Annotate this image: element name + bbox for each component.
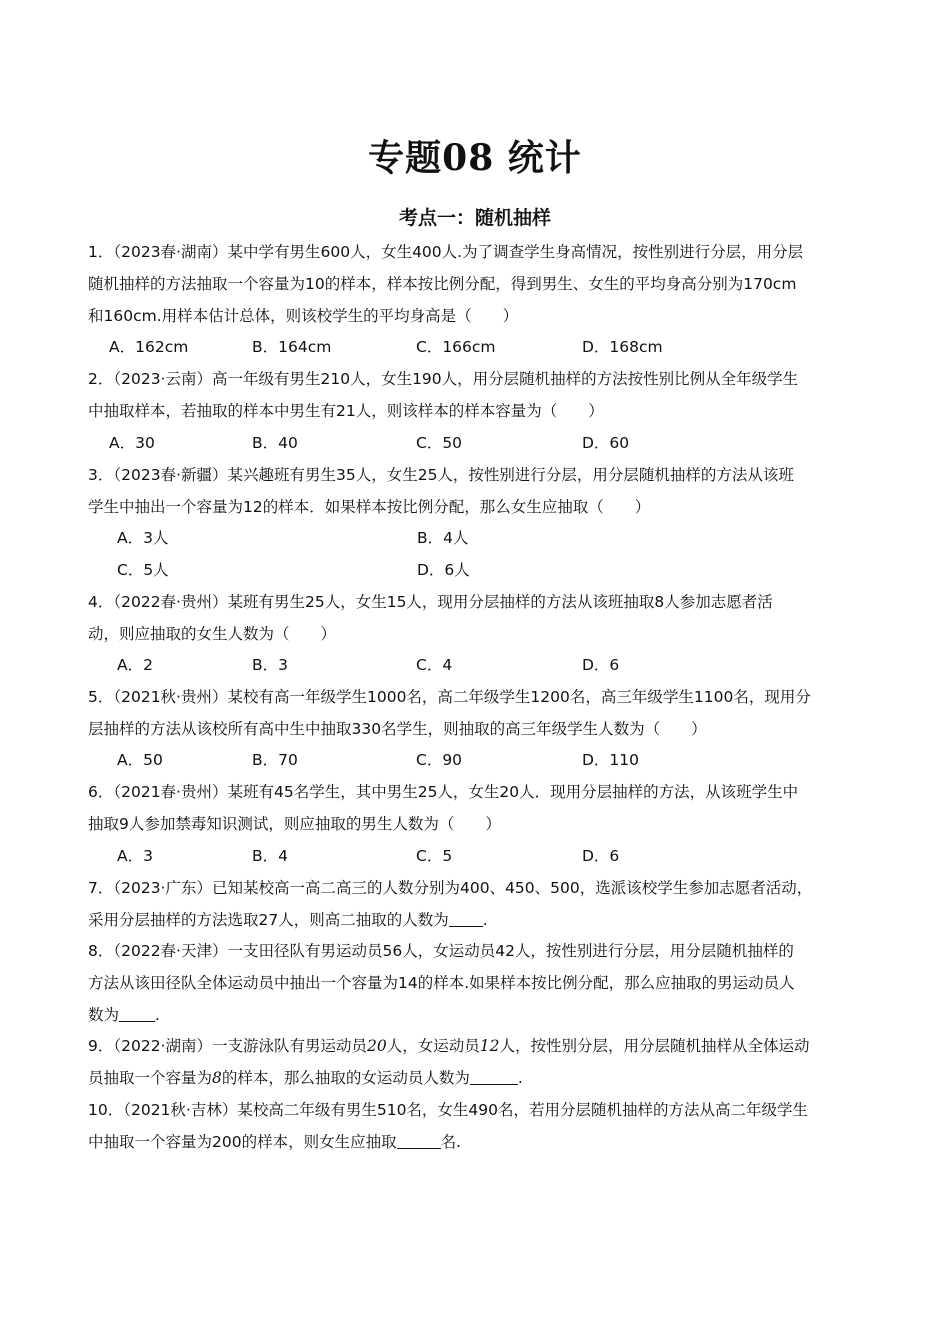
question-text: 人，女运动员: [386, 1037, 480, 1055]
question-text: 2．（2023·云南）高一年级有男生210人，女生190人，用分层随机抽样的方法按性别比例从全年级学生: [88, 370, 799, 388]
question-text: 名.: [440, 1133, 462, 1151]
option-c: C．166cm: [416, 338, 496, 356]
question-9: [88, 1030, 868, 1094]
question-text: 方法从该田径队全体运动员中抽出一个容量为14的样本.如果样本按比例分配，那么应抽取的男运动员人: [88, 974, 795, 992]
question-text: 和160cm.用样本估计总体，则该校学生的平均身高是（ ）: [88, 307, 519, 325]
question-3: [88, 459, 868, 523]
question-text: 中抽取一个容量为200的样本，则女生应抽取: [88, 1133, 397, 1151]
option-d: D．60: [582, 434, 630, 452]
question-text: 8．（2022春·天津）一支田径队有男运动员56人，女运动员42人，按性别进行分层，用分层随机抽样的: [88, 942, 794, 960]
option-b: B．3: [252, 656, 288, 674]
section-heading: 考点一：随机抽样: [398, 207, 551, 229]
option-a: A．3人: [117, 529, 169, 547]
question-text: 层抽样的方法从该校所有高中生中抽取330名学生，则抽取的高三年级学生人数为（ ）: [88, 720, 707, 738]
question-text: 学生中抽出一个容量为12的样本．如果样本按比例分配，那么女生应抽取（ ）: [88, 498, 651, 516]
option-b: B．4人: [417, 529, 469, 547]
question-text: 动，则应抽取的女生人数为（ ）: [88, 625, 337, 643]
option-d: D．168cm: [582, 338, 663, 356]
math-number: 12: [479, 1037, 500, 1055]
option-b: B．164cm: [252, 338, 332, 356]
option-c: C．4: [416, 656, 453, 674]
option-c: C．5: [416, 847, 453, 865]
option-a: A．30: [109, 434, 155, 452]
question-8: [88, 935, 868, 1031]
question-text-line: [88, 904, 868, 936]
question-text: 6．（2021春·贵州）某班有45名学生，其中男生25人，女生20人．现用分层抽样的方法，从该班学生中: [88, 783, 799, 801]
option-d: D．6: [582, 847, 620, 865]
option-a: A．162cm: [109, 338, 189, 356]
question-10: [88, 1094, 868, 1158]
question-text: .: [517, 1069, 523, 1087]
question-text-line: [88, 1062, 868, 1094]
question-text: 7．（2023·广东）已知某校高一高二高三的人数分别为400、450、500，选派该校学生参加志愿者活动，: [88, 879, 813, 897]
option-c: C．50: [416, 434, 463, 452]
question-text: 10．（2021秋·吉林）某校高二年级有男生510名，女生490名，若用分层随机抽样的方法从高二年级学生: [88, 1101, 809, 1119]
question-text: 人，按性别分层，用分层随机抽样从全体运动: [499, 1037, 810, 1055]
question-1: [88, 236, 868, 332]
question-text: .: [155, 1006, 160, 1024]
question-text: 3．（2023春·新疆）某兴趣班有男生35人，女生25人，按性别进行分层，用分层随机抽样的方法从该班: [88, 466, 794, 484]
question-6: [88, 776, 868, 840]
question-text: .: [482, 911, 488, 929]
option-c: C．90: [416, 751, 463, 769]
page-title: 专题08 统计: [368, 137, 582, 179]
option-b: B．4: [252, 847, 288, 865]
answer-blank[interactable]: [397, 1130, 441, 1149]
answer-blank[interactable]: [470, 1066, 518, 1085]
question-5: [88, 681, 868, 745]
option-b: B．70: [252, 751, 298, 769]
question-text-line: [88, 999, 868, 1031]
question-7: [88, 872, 868, 936]
question-text: 1．（2023春·湖南）某中学有男生600人，女生400人.为了调查学生身高情况，按性别进行分层，用分层: [88, 243, 804, 261]
option-d: D．110: [582, 751, 640, 769]
question-text: 的样本，那么抽取的女运动员人数为: [221, 1069, 470, 1087]
question-text: 随机抽样的方法抽取一个容量为10的样本，样本按比例分配，得到男生、女生的平均身高分别为170cm: [88, 275, 797, 293]
question-text: 数为: [88, 1006, 120, 1024]
question-text-line: [88, 1030, 868, 1062]
option-d: D．6: [582, 656, 620, 674]
question-text: 4．（2022春·贵州）某班有男生25人，女生15人，现用分层抽样的方法从该班抽取8人参加志愿者活: [88, 593, 773, 611]
answer-blank[interactable]: [119, 1003, 155, 1022]
question-text: 中抽取样本，若抽取的样本中男生有21人，则该样本的样本容量为（ ）: [88, 402, 604, 420]
question-text: 采用分层抽样的方法选取27人，则高二抽取的人数为: [88, 911, 449, 929]
question-text: 9．（2022·湖南）一支游泳队有男运动员: [88, 1037, 367, 1055]
question-2: [88, 363, 868, 427]
option-d: D．6人: [417, 561, 470, 579]
option-a: A．2: [117, 656, 153, 674]
question-text: 员抽取一个容量为: [88, 1069, 213, 1087]
question-4: [88, 586, 868, 650]
option-a: A．3: [117, 847, 153, 865]
math-number: 8: [212, 1069, 222, 1087]
option-c: C．5人: [117, 561, 169, 579]
question-text-line: [88, 1126, 868, 1158]
option-a: A．50: [117, 751, 163, 769]
answer-blank[interactable]: [449, 908, 483, 927]
question-text: 5．（2021秋·贵州）某校有高一年级学生1000名，高二年级学生1200名，高三年级学生1100名，现用分: [88, 688, 811, 706]
question-text: 抽取9人参加禁毒知识测试，则应抽取的男生人数为（ ）: [88, 815, 501, 833]
math-number: 20: [367, 1037, 387, 1055]
option-b: B．40: [252, 434, 298, 452]
